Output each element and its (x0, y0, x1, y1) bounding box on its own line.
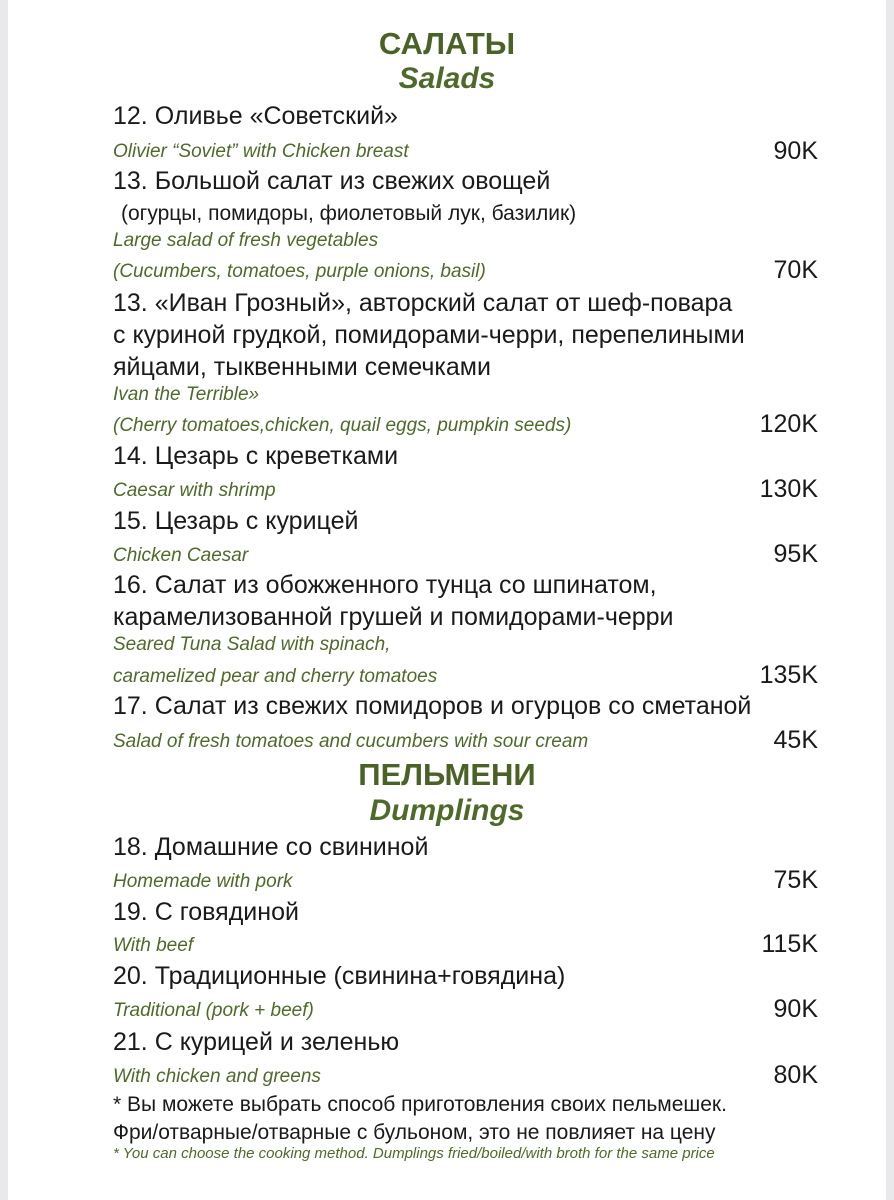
item-name-en: Ivan the Terrible» (113, 384, 260, 405)
cooking-note-ru: * Вы можете выбрать способ приготовления своих пельмешек. (113, 1093, 727, 1116)
item-name: 17. Салат из свежих помидоров и огурцов со сметаной (113, 692, 752, 720)
item-name-line: яйцами, тыквенными семечками (113, 353, 491, 381)
item-name: 18. Домашние со свининой (113, 833, 429, 861)
item-name: 12. Оливье «Советский» (113, 102, 398, 130)
item-name: 14. Цезарь с креветками (113, 442, 399, 470)
item-price: 45K (773, 726, 818, 754)
dumplings-title-en: Dumplings (369, 794, 525, 827)
item-name-en: With beef (113, 935, 194, 956)
item-name: 15. Цезарь с курицей (113, 507, 359, 535)
item-ingredients-en: (Cucumbers, tomatoes, purple onions, basil) (113, 261, 486, 282)
item-name-en: Caesar with shrimp (113, 480, 276, 501)
item-name-line: с куриной грудкой, помидорами-черри, перепелиными (113, 321, 745, 349)
item-name-en: Salad of fresh tomatoes and cucumbers with sour cream (113, 731, 589, 752)
item-name-en-line: caramelized pear and cherry tomatoes (113, 666, 438, 687)
item-ingredients-ru: (огурцы, помидоры, фиолетовый лук, базилик) (121, 202, 577, 225)
cooking-note-en: * You can choose the cooking method. Dumplings fried/boiled/with broth for the same price (113, 1145, 715, 1162)
item-price: 90K (773, 137, 818, 165)
item-price: 95K (773, 540, 818, 568)
cooking-note-ru-line: Фри/отварные/отварные с бульоном, это не повлияет на цену (113, 1121, 716, 1144)
item-price: 115K (761, 930, 818, 958)
menu-page (8, 0, 886, 1200)
dumplings-title-ru: ПЕЛЬМЕНИ (358, 757, 536, 792)
item-price: 135K (759, 661, 818, 689)
item-name: 20. Традиционные (свинина+говядина) (113, 962, 566, 990)
item-name: 13. Большой салат из свежих овощей (113, 167, 551, 195)
item-price: 120K (759, 410, 818, 438)
item-name-en: With chicken and greens (113, 1066, 321, 1087)
item-name-line: 13. «Иван Грозный», авторский салат от шеф-повара (113, 289, 733, 317)
item-name-en: Seared Tuna Salad with spinach, (113, 634, 391, 655)
item-price: 75K (773, 866, 818, 894)
item-price: 70K (773, 256, 818, 284)
item-price: 130K (759, 475, 818, 503)
item-price: 80K (773, 1061, 818, 1089)
item-ingredients-en: (Cherry tomatoes,chicken, quail eggs, pumpkin seeds) (113, 415, 572, 436)
item-name-en: Large salad of fresh vegetables (113, 230, 379, 251)
item-name-en: Olivier “Soviet” with Chicken breast (113, 141, 409, 162)
item-name-line: 16. Салат из обожженного тунца со шпинатом, (113, 571, 657, 599)
item-name-en: Homemade with pork (113, 871, 293, 892)
item-name-en: Traditional (pork + beef) (113, 1000, 314, 1021)
item-name: 19. С говядиной (113, 898, 299, 926)
item-name-en: Chicken Caesar (113, 545, 249, 566)
salads-title-ru: САЛАТЫ (378, 26, 516, 61)
item-name: 21. С курицей и зеленью (113, 1028, 400, 1056)
salads-title-en: Salads (398, 62, 496, 95)
item-name-line: карамелизованной грушей и помидорами-черри (113, 603, 674, 631)
item-price: 90K (773, 995, 818, 1023)
